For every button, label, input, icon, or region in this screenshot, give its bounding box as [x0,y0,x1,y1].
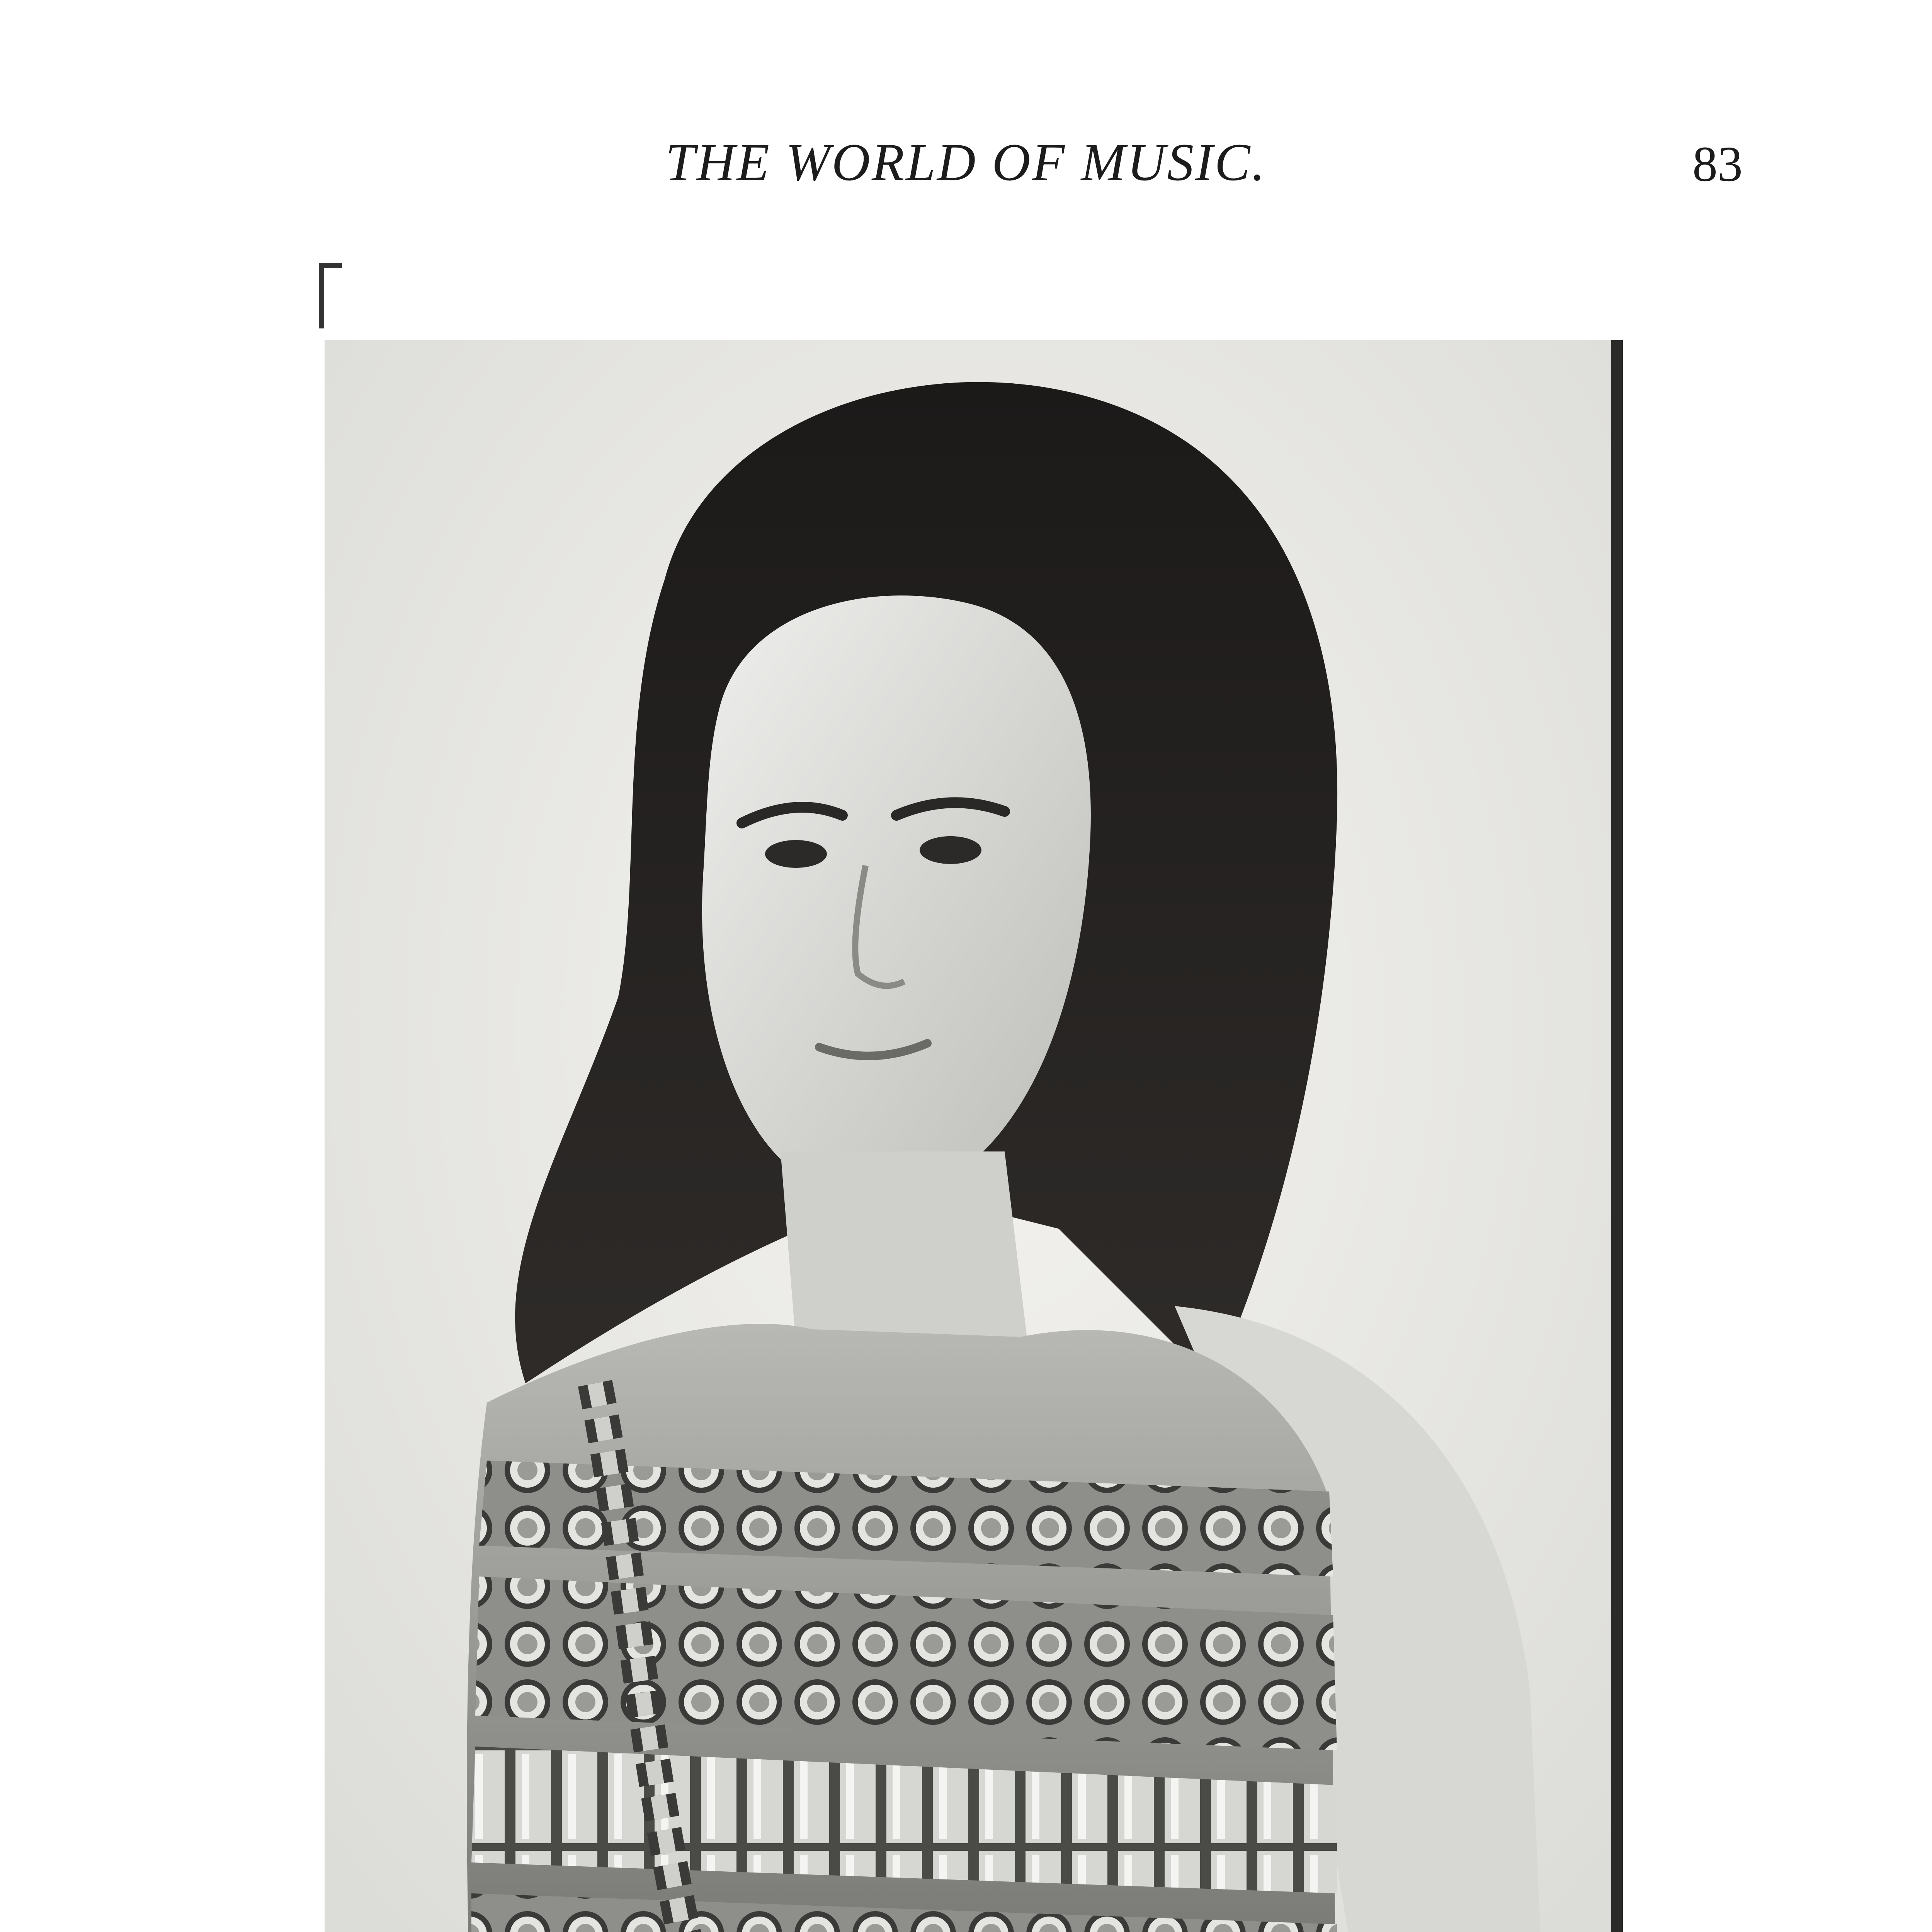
portrait-photograph [325,340,1623,1932]
page-number: 83 [1692,136,1743,192]
running-title: THE WORLD OF MUSIC. [665,133,1267,192]
neck [781,1151,1028,1345]
corner-mark [319,263,324,328]
